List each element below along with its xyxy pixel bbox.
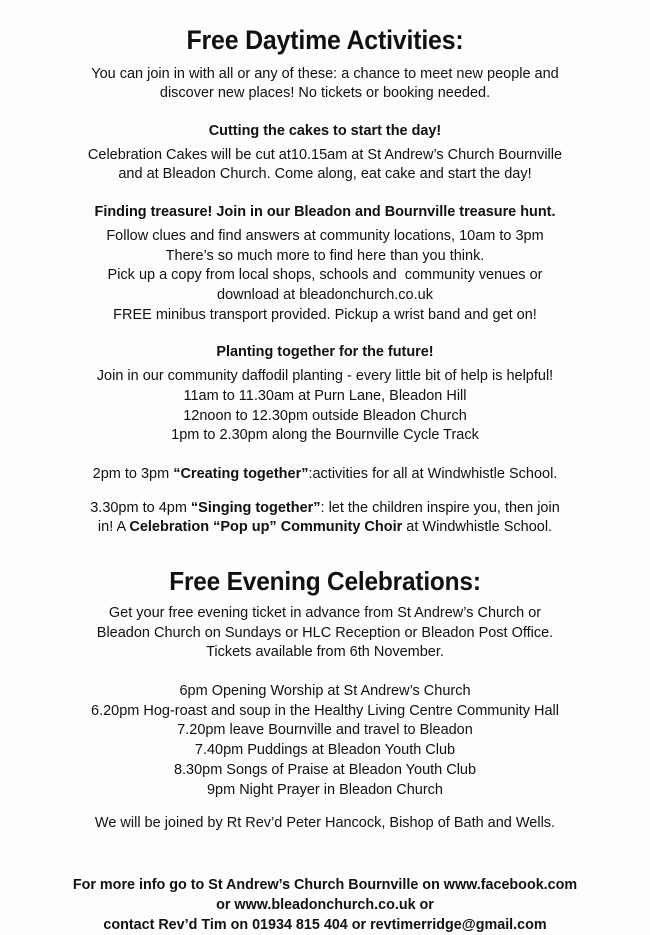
daytime-intro-line-1: You can join in with all or any of these: a chance to meet new people and bbox=[91, 64, 559, 82]
choir-line-prefix: in! A bbox=[97, 518, 130, 536]
evening-tickets-line-2: Bleadon Church on Sundays or HLC Reception or Bleadon Post Office. bbox=[96, 623, 554, 641]
evening-schedule-item: 7.40pm Puddings at Bleadon Youth Club bbox=[194, 741, 456, 759]
creating-together-emphasis: “Creating together” bbox=[173, 465, 309, 483]
evening-schedule-item: 7.20pm leave Bournville and travel to Bleadon bbox=[177, 721, 473, 739]
creating-together-rest: :activities for all at Windwhistle School. bbox=[308, 465, 558, 483]
special-guest-line: We will be joined by Rt Rev’d Peter Hancock, Bishop of Bath and Wells. bbox=[94, 814, 556, 832]
choir-line-rest: at Windwhistle School. bbox=[402, 518, 553, 536]
evening-schedule bbox=[34, 681, 616, 800]
planting-heading: Planting together for the future! bbox=[216, 343, 434, 361]
planting-schedule-item: 11am to 11.30am at Purn Lane, Bleadon Hill bbox=[183, 386, 467, 404]
spacer bbox=[34, 445, 616, 464]
spacer bbox=[34, 324, 616, 343]
evening-schedule-item: 6.20pm Hog-roast and soup in the Healthy Living Centre Community Hall bbox=[91, 701, 559, 719]
section-planting bbox=[34, 343, 616, 445]
spacer bbox=[34, 184, 616, 203]
planting-schedule-item: 12noon to 12.30pm outside Bleadon Church bbox=[183, 406, 467, 424]
evening-tickets-info bbox=[34, 603, 616, 662]
singing-together-time: 3.30pm to 4pm bbox=[90, 498, 191, 516]
daytime-intro-line-2: discover new places! No tickets or booking needed. bbox=[159, 84, 491, 102]
evening-tickets-line-1: Get your free evening ticket in advance from St Andrew’s Church or bbox=[108, 603, 542, 621]
contact-info bbox=[34, 875, 616, 935]
section-singing-together bbox=[34, 498, 616, 537]
page-title-evening: Free Evening Celebrations: bbox=[169, 565, 481, 596]
spacer bbox=[34, 833, 616, 875]
evening-tickets-line-3: Tickets available from 6th November. bbox=[206, 643, 444, 661]
planting-schedule-item: 1pm to 2.30pm along the Bournville Cycle Track bbox=[171, 426, 479, 444]
evening-schedule-item: 6pm Opening Worship at St Andrew’s Church bbox=[179, 681, 471, 699]
section-cutting-cakes bbox=[34, 122, 616, 184]
choir-name-emphasis: Celebration “Pop up” Community Choir bbox=[129, 518, 403, 536]
cutting-cakes-line-2: and at Bleadon Church. Come along, eat cake and start the day! bbox=[118, 165, 532, 183]
singing-together-emphasis: “Singing together” bbox=[190, 498, 321, 516]
spacer bbox=[34, 537, 616, 567]
contact-website-line: or www.bleadonchurch.co.uk or bbox=[216, 895, 434, 913]
treasure-hunt-line-1: Follow clues and find answers at community locations, 10am to 3pm bbox=[106, 227, 544, 245]
singing-together-rest: : let the children inspire you, then join bbox=[320, 498, 560, 516]
contact-phone-email-line: contact Rev’d Tim on 01934 815 404 or revtimerridge@gmail.com bbox=[103, 915, 547, 933]
treasure-hunt-minibus-line: FREE minibus transport provided. Pickup a wrist band and get on! bbox=[113, 305, 537, 323]
spacer bbox=[34, 484, 616, 498]
section-treasure-hunt bbox=[34, 203, 616, 324]
treasure-hunt-line-2: There’s so much more to find here than you think. bbox=[165, 246, 485, 264]
contact-facebook-line: For more info go to St Andrew’s Church Bournville on www.facebook.com bbox=[72, 875, 578, 893]
spacer bbox=[34, 103, 616, 122]
creating-together-line bbox=[46, 464, 605, 484]
creating-together-time: 2pm to 3pm bbox=[92, 465, 174, 483]
spacer bbox=[34, 799, 616, 813]
daytime-intro bbox=[34, 64, 616, 103]
planting-intro-line: Join in our community daffodil planting - every little bit of help is helpful! bbox=[96, 367, 554, 385]
singing-together-line-2 bbox=[46, 517, 605, 537]
cutting-cakes-heading: Cutting the cakes to start the day! bbox=[208, 121, 442, 139]
evening-schedule-item: 8.30pm Songs of Praise at Bleadon Youth Club bbox=[173, 760, 477, 778]
page-title-daytime: Free Daytime Activities: bbox=[186, 25, 464, 55]
treasure-hunt-heading: Finding treasure! Join in our Bleadon and Bournville treasure hunt. bbox=[94, 203, 556, 221]
treasure-hunt-line-3: Pick up a copy from local shops, schools and community venues or bbox=[107, 266, 543, 284]
cutting-cakes-line-1: Celebration Cakes will be cut at10.15am at St Andrew’s Church Bournville bbox=[87, 145, 563, 163]
treasure-hunt-download-line: download at bleadonchurch.co.uk bbox=[217, 285, 433, 303]
evening-schedule-item: 9pm Night Prayer in Bleadon Church bbox=[206, 780, 443, 798]
spacer bbox=[34, 662, 616, 681]
singing-together-line-1 bbox=[46, 498, 605, 518]
